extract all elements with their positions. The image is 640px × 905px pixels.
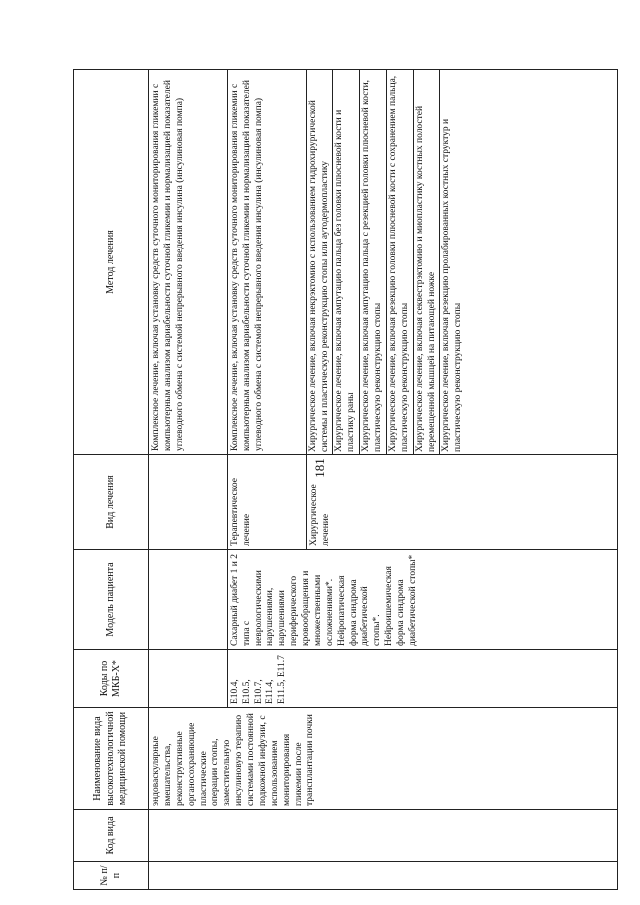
therapeutic-type-cell: Терапевтическое лечение [227,455,306,550]
surgical-method-item: Хирургическое лечение, включая резекцию головки плюсневой кости с сохранением пальца, пластическую реконструкцию стопы [387,70,414,454]
method-cell-top: Комплексное лечение, включая установку средств суточного мониторирования гликемии с компьютерным анализом вариабельности суточной гликемии и нормализацией показателей углеводного обмена с системой непрерывного введения инсулина (инсулиновая помпа) [149,70,228,455]
mkb-cell-empty [149,650,228,708]
surgical-methods-cell [306,70,617,455]
header-mkb: Коды по МКБ-Х* [74,650,149,708]
header-num: № п/п [74,862,149,890]
header-kind-code: Код вида [74,810,149,862]
mkb-cell: E10.4, E10.5, E10.7, E11.4, E11.5, E11.7 [227,650,617,708]
surgical-method-item: Хирургическое лечение, включая ампутацию пальца без головки плюсневой кости и пластику раны [333,70,360,454]
surgical-method-item: Хирургическое лечение, включая секвестрэктомию и миопластику костных полостей перемещенной мышцей на питающей ножке [414,70,441,454]
surgical-method-item: Хирургическое лечение, включая резекцию пролабированных костных структур и пластическую реконструкцию стопы [441,118,464,452]
table-header-row [74,70,149,890]
header-treatment-type: Вид лечения [74,455,149,550]
surgical-type-cell: Хирургическое лечение [306,455,617,550]
treatment-table [73,69,618,890]
treatment-type-cell-empty [149,455,228,550]
header-model: Модель пациента [74,550,149,650]
surgical-methods-list [307,70,617,454]
header-kind-name: Наименование вида высокотехнологичной медицинской помощи [74,708,149,810]
therapeutic-method-cell: Комплексное лечение, включая установку средств суточного мониторирования гликемии с компьютерным анализом вариабельности суточной гликемии и нормализацией показателей углеводного обмена с системой непрерывного введения инсулина (инсулиновая помпа) [227,70,306,455]
kind-code-cell [149,810,618,862]
model-cell: Сахарный диабет 1 и 2 типа с неврологическими нарушениями, нарушениями периферического кровообращения и множественными осложнениями*. Нейропатическая форма синдрома диабетической стопы*. Нейроишемическая форма синдрома диабетической стопы* [227,550,617,650]
header-method: Метод лечения [74,70,149,455]
model-cell-empty [149,550,228,650]
surgical-method-item: Хирургическое лечение, включая ампутацию пальца с резекцией головки плюсневой кости, пластическую реконструкцию стопы [360,70,387,454]
surgical-method-item: Хирургическое лечение, включая некрэктомию с использованием гидрохирургической системы и пластическую реконструкцию стопы или аутодермопластику [307,70,334,454]
table-row [149,70,228,890]
num-cell [149,862,618,890]
rotated-table-page [73,70,618,890]
page-number: 181 [312,458,327,478]
kind-name-cell: эндоваскулярные вмешательства, реконструктивные органосохраняющие пластические операции стопы, заместительную инсулиновую терапию системами постоянной подкожной инфузии, с использованием мониторирования гликемии после трансплантации почки [149,708,618,810]
